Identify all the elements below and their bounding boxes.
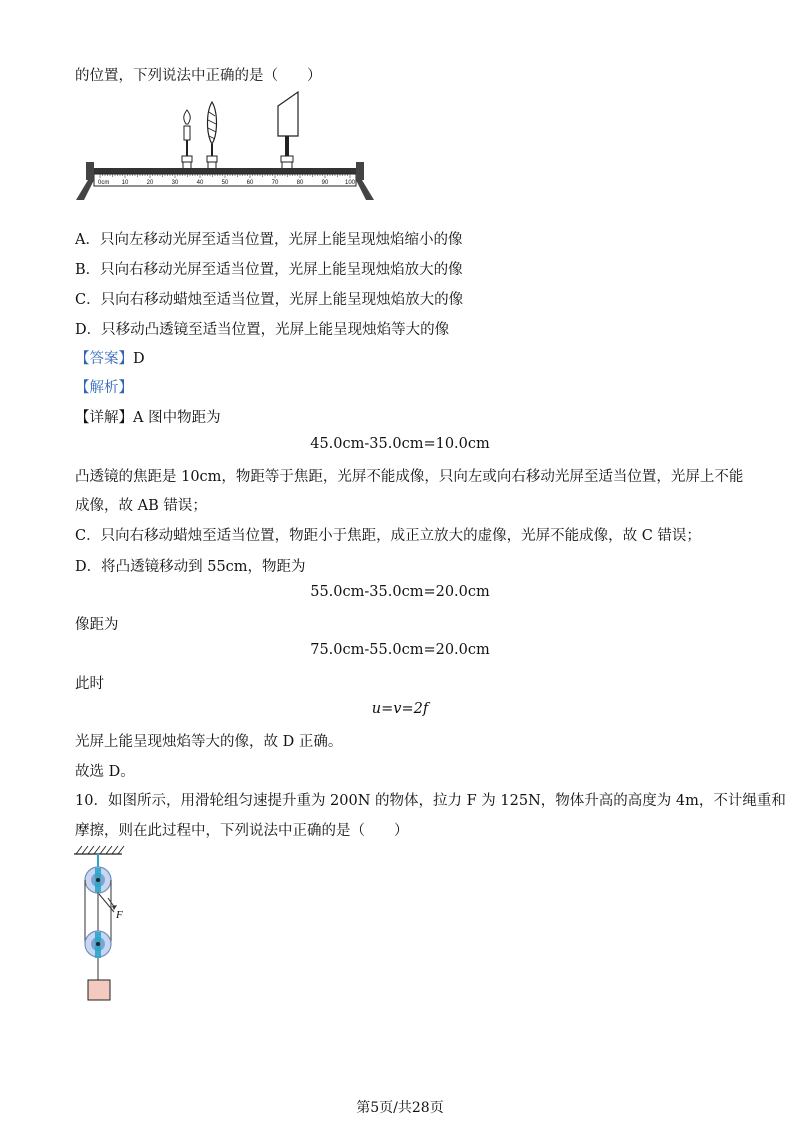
option-d: D．只移动凸透镜至适当位置，光屏上能呈现烛焰等大的像: [75, 322, 450, 338]
equation-1: 45.0cm-35.0cm=10.0cm: [310, 436, 490, 452]
answer-line: [75, 347, 145, 368]
force-arrow: [108, 898, 123, 921]
ruler-tick-label: 0cm: [98, 180, 110, 186]
option-c: C．只向右移动蜡烛至适当位置，光屏上能呈现烛焰放大的像: [75, 292, 464, 308]
paragraph-2: 成像，故 AB 错误；: [75, 498, 207, 514]
equation-3: 75.0cm-55.0cm=20.0cm: [310, 642, 490, 658]
ruler-tick-label: 60: [246, 180, 254, 186]
ruler-tick-label: 50: [221, 180, 229, 186]
paragraph-4: D．将凸透镜移动到 55cm，物距为: [75, 559, 306, 575]
ruler-tick-label: 90: [321, 180, 329, 186]
ruler-tick-label: 40: [196, 180, 204, 186]
ruler-tick-label: 70: [271, 180, 279, 186]
ruler-tick-label: 10: [121, 180, 129, 186]
analysis-tag: 【解析】: [75, 380, 133, 396]
ruler-tick-label: 30: [171, 180, 179, 186]
weight-block: [88, 980, 110, 1000]
paragraph-1: 凸透镜的焦距是 10cm，物距等于焦距，光屏不能成像，只向左或向右移动光屏至适当位置，光屏上不能: [75, 469, 744, 485]
fixed-pulley: [85, 854, 111, 893]
q9-intro: 的位置，下列说法中正确的是（ ）: [75, 68, 322, 84]
option-a: A．只向左移动光屏至适当位置，光屏上能呈现烛焰缩小的像: [75, 232, 463, 248]
detail-a: A 图中物距为: [133, 410, 221, 426]
paragraph-3: C．只向右移动蜡烛至适当位置，物距小于焦距，成正立放大的虚像，光屏不能成像，故 C 错误；: [75, 528, 701, 544]
optical-bench-figure: [72, 88, 392, 198]
q10-line-1: 10．如图所示，用滑轮组匀速提升重为 200N 的物体，拉力 F 为 125N，物体升高的高度为 4m，不计绳重和: [75, 793, 786, 809]
light-screen: [278, 92, 298, 170]
answer-tag: 【答案】: [75, 351, 133, 367]
paragraph-5: 像距为: [75, 617, 119, 633]
equation-4: u=v=2f: [371, 701, 429, 717]
q10-line-2: 摩擦，则在此过程中，下列说法中正确的是（ ）: [75, 823, 409, 839]
convex-lens: [207, 102, 217, 170]
candle: [182, 110, 192, 170]
answer-value: D: [133, 351, 145, 367]
ruler-tick-label: 20: [146, 180, 154, 186]
ruler-tick-label: 100: [344, 180, 356, 186]
paragraph-8: 故选 D。: [75, 764, 135, 780]
paragraph-6: 此时: [75, 676, 104, 692]
option-b: B．只向右移动光屏至适当位置，光屏上能呈现烛焰放大的像: [75, 262, 463, 278]
detail-line: [75, 406, 221, 427]
ceiling: [74, 846, 124, 854]
pulley-system-figure: [70, 842, 140, 1007]
movable-pulley: [85, 931, 111, 980]
ruler-tick-label: 80: [296, 180, 304, 186]
paragraph-7: 光屏上能呈现烛焰等大的像，故 D 正确。: [75, 734, 343, 750]
detail-tag: 【详解】: [75, 410, 133, 426]
equation-2: 55.0cm-35.0cm=20.0cm: [310, 584, 490, 600]
page-footer: 第5页/共28页: [356, 1100, 444, 1116]
bench-rail: [76, 162, 374, 200]
force-label: F: [116, 909, 123, 921]
